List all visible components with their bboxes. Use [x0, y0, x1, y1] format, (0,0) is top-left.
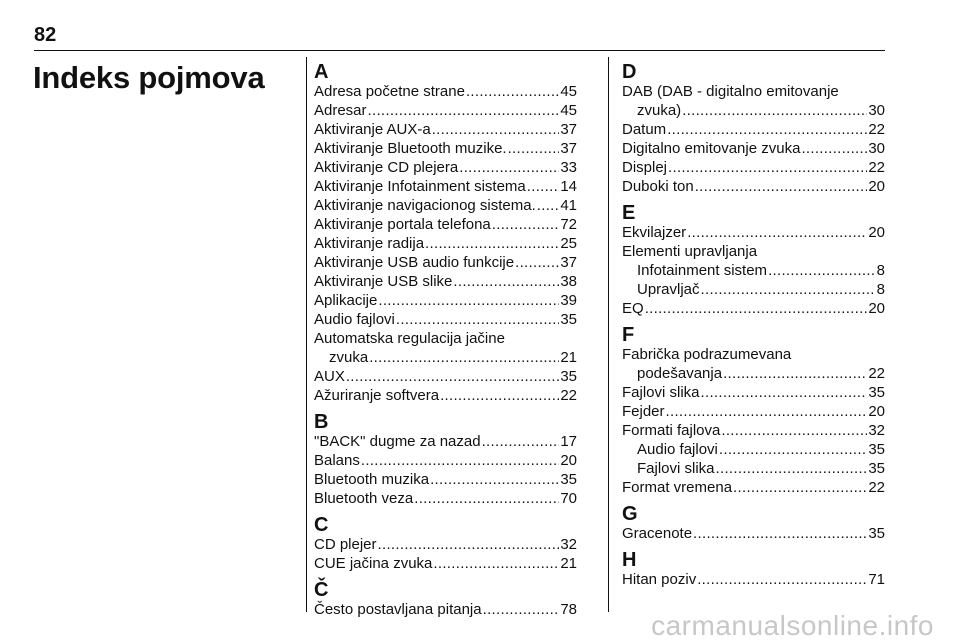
index-subentry	[622, 101, 885, 120]
entry-term: Audio fajlovi	[637, 441, 718, 458]
section-letter: B	[314, 411, 329, 433]
index-entry	[314, 101, 577, 120]
index-entry	[622, 223, 885, 242]
index-entry-heading: DAB (DAB - digitalno emitovanje	[622, 83, 839, 100]
entry-term: Aktiviranje radija	[314, 235, 425, 252]
index-section	[314, 63, 577, 405]
dot-leader	[440, 386, 559, 405]
entry-term: Duboki ton	[622, 178, 694, 195]
entry-term: Često postavljana pitanja	[314, 601, 482, 618]
watermark: carmanualsonline.info	[651, 610, 934, 641]
entry-term: Bluetooth muzika	[314, 471, 430, 488]
index-entry	[622, 177, 885, 196]
section-letter: D	[622, 61, 637, 83]
dot-leader	[492, 215, 560, 234]
entry-term: Aktiviranje USB audio funkcije	[314, 254, 515, 271]
entry-term: zvuka)	[637, 102, 682, 119]
entry-term: Aktiviranje AUX-a	[314, 121, 431, 138]
index-entry	[314, 432, 577, 451]
index-entry	[622, 120, 885, 139]
dot-leader	[515, 253, 559, 272]
index-entry	[314, 139, 577, 158]
entry-term: Fajlovi slika	[637, 460, 715, 477]
entry-term: Ažuriranje softvera	[314, 387, 440, 404]
dot-leader	[433, 554, 559, 573]
dot-leader	[378, 291, 559, 310]
entry-term: Fajlovi slika	[622, 384, 700, 401]
index-entry	[622, 139, 885, 158]
dot-leader	[368, 101, 560, 120]
entry-term: Aktiviranje CD plejera	[314, 159, 459, 176]
entry-term: Audio fajlovi	[314, 311, 395, 328]
index-entry	[622, 524, 885, 543]
entry-page-number: 72	[560, 216, 577, 233]
index-section	[622, 551, 885, 589]
index-section	[314, 581, 577, 619]
section-letter: E	[622, 202, 636, 224]
dot-leader	[697, 570, 867, 589]
index-section	[622, 204, 885, 318]
index-entry	[314, 291, 577, 310]
index-section	[622, 326, 885, 497]
entry-page-number: 35	[868, 460, 885, 477]
entry-term: Datum	[622, 121, 667, 138]
entry-page-number: 20	[868, 300, 885, 317]
entry-term: Aktiviranje USB slike	[314, 273, 453, 290]
index-section	[622, 505, 885, 543]
index-entry	[314, 253, 577, 272]
entry-term: Digitalno emitovanje zvuka	[622, 140, 801, 157]
dot-leader	[432, 120, 560, 139]
entry-page-number: 22	[868, 121, 885, 138]
entry-term: Aktiviranje Infotainment sistema	[314, 178, 526, 195]
entry-page-number: 45	[560, 83, 577, 100]
dot-leader	[719, 440, 867, 459]
entry-term: Aktiviranje Bluetooth muzike.	[314, 140, 507, 157]
index-entry	[314, 177, 577, 196]
entry-page-number: 21	[560, 349, 577, 366]
column-divider-right	[608, 57, 609, 612]
entry-term: Infotainment sistem	[637, 262, 768, 279]
entry-page-number: 78	[560, 601, 577, 618]
entry-page-number: 22	[560, 387, 577, 404]
index-entry	[622, 383, 885, 402]
index-entry	[314, 120, 577, 139]
entry-term: zvuka	[329, 349, 369, 366]
entry-page-number: 20	[868, 403, 885, 420]
section-letter: C	[314, 514, 329, 536]
index-entry	[314, 82, 577, 101]
index-subentry	[622, 261, 885, 280]
index-column-1	[314, 63, 577, 619]
index-entry	[314, 215, 577, 234]
index-section	[314, 413, 577, 508]
entry-page-number: 17	[560, 433, 577, 450]
entry-page-number: 25	[560, 235, 577, 252]
index-subentry	[622, 364, 885, 383]
entry-page-number: 37	[560, 254, 577, 271]
entry-term: Hitan poziv	[622, 571, 697, 588]
index-entry	[314, 600, 577, 619]
entry-page-number: 22	[868, 159, 885, 176]
dot-leader	[693, 524, 867, 543]
entry-page-number: 32	[560, 536, 577, 553]
index-entry	[622, 299, 885, 318]
index-subentry	[622, 440, 885, 459]
dot-leader	[459, 158, 559, 177]
index-subentry	[314, 348, 577, 367]
dot-leader	[801, 139, 867, 158]
section-letter: G	[622, 503, 638, 525]
entry-term: Upravljač	[637, 281, 700, 298]
dot-leader	[453, 272, 559, 291]
index-entry	[622, 478, 885, 497]
dot-leader	[378, 535, 560, 554]
index-entry-heading: Fabrička podrazumevana	[622, 346, 792, 363]
entry-term: CD plejer	[314, 536, 377, 553]
dot-leader	[701, 280, 876, 299]
index-column-2	[622, 63, 885, 589]
dot-leader	[430, 470, 559, 489]
index-entry	[314, 451, 577, 470]
entry-term: Aktiviranje navigacionog sistema.	[314, 197, 536, 214]
entry-page-number: 35	[560, 311, 577, 328]
index-entry	[314, 158, 577, 177]
entry-page-number: 35	[560, 471, 577, 488]
index-entry	[314, 554, 577, 573]
entry-term: EQ	[622, 300, 644, 317]
index-entry	[622, 570, 885, 589]
entry-page-number: 38	[560, 273, 577, 290]
index-entry	[314, 196, 577, 215]
dot-leader	[682, 101, 867, 120]
entry-term: Bluetooth veza	[314, 490, 414, 507]
index-entry	[622, 402, 885, 421]
section-letter: H	[622, 549, 637, 571]
dot-leader	[466, 82, 559, 101]
dot-leader	[508, 139, 560, 158]
entry-page-number: 20	[868, 224, 885, 241]
dot-leader	[733, 478, 867, 497]
entry-page-number: 35	[868, 384, 885, 401]
page-number: 82	[34, 24, 57, 46]
index-entry	[314, 310, 577, 329]
index-entry	[314, 470, 577, 489]
entry-page-number: 37	[560, 140, 577, 157]
index-subentry	[622, 459, 885, 478]
section-letter: F	[622, 324, 635, 346]
entry-term: Balans	[314, 452, 360, 469]
entry-page-number: 35	[560, 368, 577, 385]
entry-page-number: 70	[560, 490, 577, 507]
dot-leader	[537, 196, 560, 215]
dot-leader	[425, 234, 559, 253]
dot-leader	[723, 364, 867, 383]
index-entry	[314, 386, 577, 405]
page-title: Indeks pojmova	[33, 60, 265, 95]
entry-page-number: 71	[868, 571, 885, 588]
index-entry	[314, 367, 577, 386]
index-subentry	[622, 280, 885, 299]
dot-leader	[346, 367, 559, 386]
dot-leader	[369, 348, 559, 367]
dot-leader	[482, 432, 560, 451]
entry-page-number: 37	[560, 121, 577, 138]
entry-page-number: 8	[876, 281, 885, 298]
dot-leader	[483, 600, 560, 619]
dot-leader	[527, 177, 560, 196]
dot-leader	[701, 383, 868, 402]
entry-term: AUX	[314, 368, 345, 385]
index-entry-heading: Elementi upravljanja	[622, 243, 758, 260]
entry-term: Adresar	[314, 102, 367, 119]
dot-leader	[768, 261, 876, 280]
index-entry	[622, 421, 885, 440]
entry-term: Aktiviranje portala telefona	[314, 216, 491, 233]
index-entry	[314, 234, 577, 253]
entry-page-number: 32	[868, 422, 885, 439]
entry-page-number: 22	[868, 365, 885, 382]
dot-leader	[414, 489, 559, 508]
entry-page-number: 30	[868, 140, 885, 157]
entry-page-number: 21	[560, 555, 577, 572]
index-entry	[314, 489, 577, 508]
section-letter: A	[314, 61, 329, 83]
entry-term: Fejder	[622, 403, 665, 420]
column-divider-left	[306, 57, 307, 612]
dot-leader	[695, 177, 868, 196]
entry-term: CUE jačina zvuka	[314, 555, 433, 572]
entry-term: Aplikacije	[314, 292, 378, 309]
dot-leader	[645, 299, 868, 318]
index-entry	[622, 158, 885, 177]
dot-leader	[721, 421, 867, 440]
entry-page-number: 30	[868, 102, 885, 119]
entry-term: Ekvilajzer	[622, 224, 687, 241]
index-entry	[314, 272, 577, 291]
dot-leader	[668, 158, 867, 177]
entry-page-number: 45	[560, 102, 577, 119]
index-entry	[314, 535, 577, 554]
entry-term: Displej	[622, 159, 668, 176]
entry-term: Adresa početne strane	[314, 83, 465, 100]
header-rule	[34, 50, 885, 51]
section-letter: Č	[314, 579, 329, 601]
dot-leader	[396, 310, 559, 329]
dot-leader	[666, 402, 868, 421]
entry-page-number: 14	[560, 178, 577, 195]
entry-term: "BACK" dugme za nazad	[314, 433, 481, 450]
dot-leader	[667, 120, 867, 139]
entry-page-number: 20	[868, 178, 885, 195]
entry-term: podešavanja	[637, 365, 723, 382]
dot-leader	[361, 451, 559, 470]
dot-leader	[716, 459, 868, 478]
entry-term: Format vremena	[622, 479, 733, 496]
entry-page-number: 22	[868, 479, 885, 496]
index-entry-heading: Automatska regulacija jačine	[314, 330, 505, 347]
entry-page-number: 35	[868, 441, 885, 458]
entry-page-number: 41	[560, 197, 577, 214]
entry-page-number: 20	[560, 452, 577, 469]
entry-page-number: 33	[560, 159, 577, 176]
dot-leader	[687, 223, 867, 242]
entry-page-number: 8	[876, 262, 885, 279]
index-section	[314, 516, 577, 573]
entry-page-number: 39	[560, 292, 577, 309]
entry-term: Gracenote	[622, 525, 693, 542]
entry-term: Formati fajlova	[622, 422, 721, 439]
index-section	[622, 63, 885, 196]
entry-page-number: 35	[868, 525, 885, 542]
